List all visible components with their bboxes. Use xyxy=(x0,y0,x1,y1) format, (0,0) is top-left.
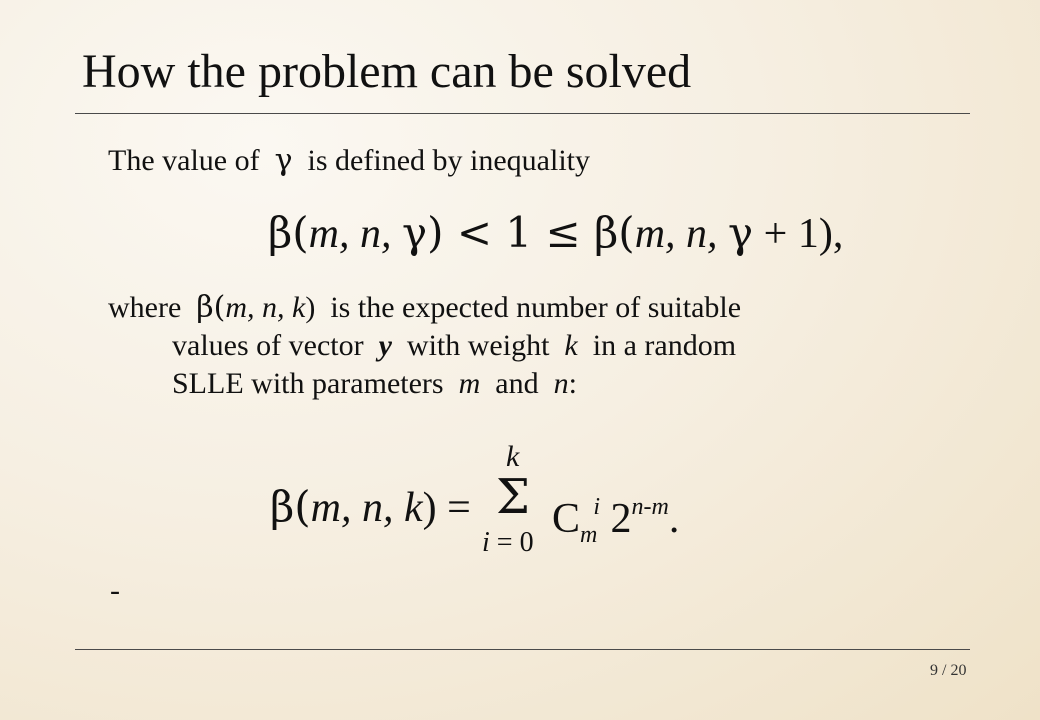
where-line2-mid: with weight xyxy=(406,329,550,362)
sigma-symbol: Σ xyxy=(496,469,530,525)
ineq-mid: ) < 1 ≤ β( xyxy=(427,208,635,257)
where-line-1 xyxy=(108,289,741,327)
formula-args: m, n, k xyxy=(310,485,423,531)
binomial-sup-i: i xyxy=(593,494,601,520)
formula-period: . xyxy=(668,496,680,542)
power-exponent: n-m xyxy=(631,494,669,520)
gamma-symbol: γ xyxy=(274,143,293,178)
where-line3-pre: SLLE with parameters xyxy=(172,367,444,400)
vector-y: y xyxy=(378,329,392,362)
slide-title: How the problem can be solved xyxy=(82,45,692,98)
sum-upper-limit: k xyxy=(506,440,520,473)
and-word: and xyxy=(495,367,539,400)
ineq-end: + 1), xyxy=(753,211,844,257)
where-paragraph xyxy=(108,289,741,403)
where-close: ) xyxy=(305,291,316,324)
ineq-beta-open: β( xyxy=(268,208,309,257)
param-n: n xyxy=(553,367,569,400)
ineq-gamma: γ xyxy=(402,208,428,257)
where-args: m, n, k xyxy=(225,291,306,324)
binomial-sub-m: m xyxy=(580,522,598,548)
weight-k: k xyxy=(564,329,578,362)
param-m: m xyxy=(458,367,481,400)
formula-rhs xyxy=(552,482,679,560)
where-word: where xyxy=(108,291,182,324)
power-base: 2 xyxy=(610,496,632,542)
intro-post: is defined by inequality xyxy=(307,144,590,177)
ineq-vars2: m, n, xyxy=(634,211,729,257)
inequality-equation xyxy=(268,208,843,259)
formula-lhs xyxy=(270,482,471,533)
bullet-dash: - xyxy=(110,574,120,607)
where-line2-pre: values of vector xyxy=(172,329,364,362)
lower-limit-var: i xyxy=(482,527,490,558)
lower-limit-rest: = 0 xyxy=(489,527,534,558)
footer-divider xyxy=(75,649,970,650)
sum-lower-limit xyxy=(482,527,534,559)
where-line-3 xyxy=(108,365,741,403)
ineq-vars: m, n, xyxy=(308,211,403,257)
title-divider xyxy=(75,113,970,114)
colon: : xyxy=(568,367,577,400)
where-line-2 xyxy=(108,327,741,365)
page-number: 9 / 20 xyxy=(930,662,967,679)
where-beta: β( xyxy=(196,290,226,325)
formula-beta: β( xyxy=(270,482,311,531)
where-line2-post: in a random xyxy=(592,329,737,362)
ineq-gamma2: γ xyxy=(728,208,754,257)
intro-pre: The value of xyxy=(108,144,260,177)
intro-line xyxy=(108,142,590,180)
binomial-c: C xyxy=(552,496,581,542)
where-rest1: is the expected number of suitable xyxy=(330,291,742,324)
formula-close: ) = xyxy=(422,485,471,531)
